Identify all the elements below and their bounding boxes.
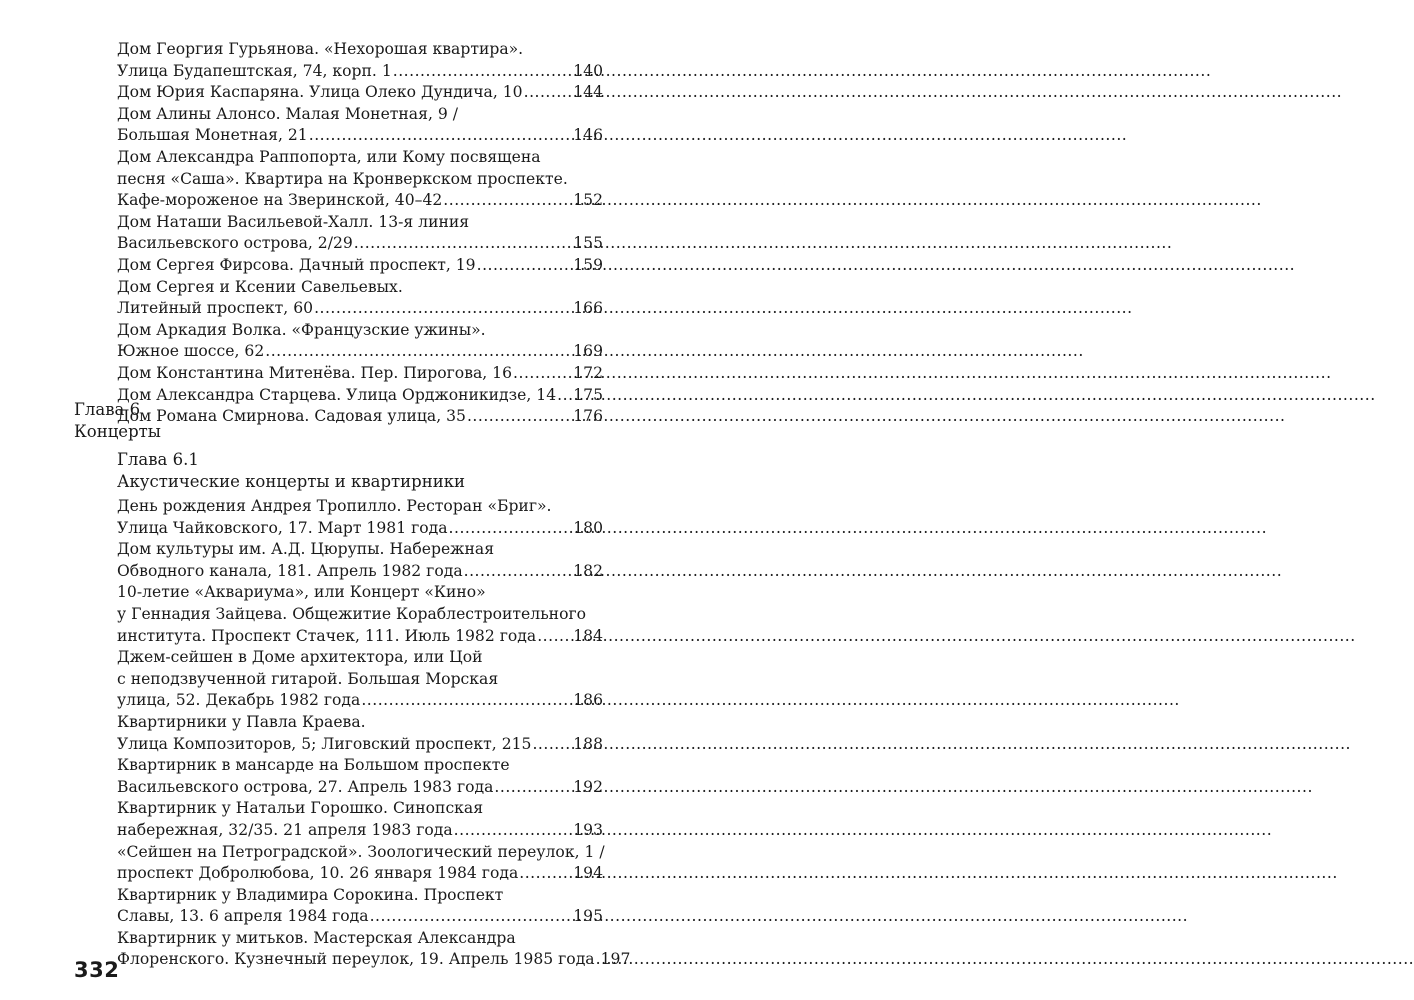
chapter-title: Концерты: [74, 422, 161, 441]
toc-line-text: 10-летие «Аквариума», или Концерт «Кино»: [117, 583, 486, 602]
toc-line-text: Литейный проспект, 60: [117, 299, 314, 318]
toc-line-text: Дом Сергея Фирсова. Дачный проспект, 19: [117, 255, 476, 274]
dot-leader: [532, 734, 572, 756]
toc-page-number: 186: [573, 691, 603, 710]
dot-leader: [361, 690, 572, 712]
toc-line-text: проспект Добролюбова, 10. 26 января 1984 года: [117, 864, 519, 883]
toc-line-text: Дом Алины Алонсо. Малая Монетная, 9 /: [117, 104, 458, 123]
toc-page-number: 195: [573, 907, 603, 926]
toc-line-text: Квартирник у митьков. Мастерская Александра: [117, 928, 516, 947]
toc-line-text: Дом Александра Раппопорта, или Кому посвящена: [117, 147, 541, 166]
toc-line-text: улица, 52. Декабрь 1982 года: [117, 691, 361, 710]
toc-page-number: 152: [573, 191, 603, 210]
chapter-label: Глава 6: [74, 400, 141, 419]
toc-line-text: Обводного канала, 181. Апрель 1982 года: [117, 561, 463, 580]
page-number: 332: [74, 958, 120, 982]
toc-line-text: Южное шоссе, 62: [117, 342, 265, 361]
toc-line-text: Большая Монетная, 21: [117, 126, 308, 145]
toc-line-text: Улица Будапештская, 74, корп. 1: [117, 61, 392, 80]
toc-page-number: 155: [573, 234, 603, 253]
toc-page-number: 176: [573, 407, 603, 426]
toc-line: [117, 820, 603, 842]
toc-line-text: Квартирник у Натальи Горошко. Синопская: [117, 799, 484, 818]
dot-leader: [265, 341, 572, 363]
dot-leader: [557, 385, 572, 407]
dot-leader: [393, 61, 572, 83]
toc-line-text: института. Проспект Стачек, 111. Июль 1982 года: [117, 626, 537, 645]
toc-line: [117, 518, 603, 540]
toc-line: [117, 842, 603, 864]
toc-line: [117, 906, 603, 928]
toc-line-text: Джем-сейшен в Доме архитектора, или Цой: [117, 648, 483, 667]
toc-line: [117, 147, 603, 169]
toc-line: [117, 61, 603, 83]
toc-line: [117, 82, 603, 104]
toc-line-text: Квартирники у Павла Краева.: [117, 712, 366, 731]
toc-line: [117, 885, 603, 907]
toc-line-text: Дом Георгия Гурьянова. «Нехорошая квартира».: [117, 40, 524, 58]
toc-page-number: 175: [573, 385, 603, 404]
section-heading: [117, 449, 465, 493]
toc-line-text: Кафе-мороженое на Зверинской, 40–42: [117, 191, 443, 210]
toc-line-text: Улица Композиторов, 5; Лиговский проспект, 215: [117, 734, 532, 753]
dot-leader: [449, 518, 573, 540]
toc-line: [117, 212, 603, 234]
toc-line: [117, 320, 603, 342]
dot-leader: [370, 906, 573, 928]
toc-entries-section: [117, 496, 631, 971]
toc-page-number: 180: [573, 518, 603, 537]
toc-line-text: Дом Юрия Каспаряна. Улица Олеко Дундича, 10: [117, 83, 523, 102]
toc-line-text: Дом Романа Смирнова. Садовая улица, 35: [117, 407, 466, 426]
toc-page-number: 140: [573, 61, 603, 80]
toc-line: [117, 669, 603, 691]
toc-line-text: Васильевского острова, 2/29: [117, 234, 353, 253]
toc-line-text: Дом культуры им. А.Д. Цюрупы. Набережная: [117, 540, 495, 559]
toc-line-text: Дом Александра Старцева. Улица Орджоникидзе, 14: [117, 385, 557, 404]
toc-line: [117, 863, 603, 885]
toc-line: [117, 798, 603, 820]
toc-page-number: 169: [573, 342, 603, 361]
toc-line-text: Дом Наташи Васильевой-Халл. 13-я линия: [117, 212, 470, 231]
dot-leader: [513, 363, 572, 385]
dot-leader: [519, 863, 572, 885]
section-title: Акустические концерты и квартирники: [117, 472, 466, 491]
toc-page-number: 166: [573, 299, 603, 318]
toc-page-number: 184: [573, 626, 603, 645]
toc-page-number: 193: [573, 820, 603, 839]
toc-line: [117, 363, 603, 385]
toc-page-number: 194: [573, 864, 603, 883]
toc-line: [117, 647, 603, 669]
toc-line: [117, 777, 603, 799]
toc-line: [117, 539, 603, 561]
toc-line-text: Дом Константина Митенёва. Пер. Пирогова, 16: [117, 363, 513, 382]
dot-leader: [354, 233, 572, 255]
dot-leader: [464, 561, 573, 583]
toc-line-text: Васильевского острова, 27. Апрель 1983 года: [117, 777, 494, 796]
toc-line: [117, 582, 603, 604]
toc-line: [117, 341, 603, 363]
toc-line: [117, 496, 603, 518]
dot-leader: [467, 406, 572, 428]
toc-line: [117, 712, 603, 734]
dot-leader: [596, 949, 600, 971]
toc-entries-top: [117, 39, 603, 428]
toc-line-text: Квартирник в мансарде на Большом проспекте: [117, 756, 510, 775]
toc-line: [117, 626, 603, 648]
toc-line: [117, 233, 603, 255]
toc-page-number: 188: [573, 734, 603, 753]
toc-line-text: Улица Чайковского, 17. Март 1981 года: [117, 518, 448, 537]
toc-page-number: 192: [573, 777, 603, 796]
toc-line: [117, 928, 603, 950]
section-label: Глава 6.1: [117, 450, 199, 469]
dot-leader: [494, 777, 572, 799]
toc-line: [117, 277, 603, 299]
toc-line-text: Флоренского. Кузнечный переулок, 19. Апрель 1985 года: [117, 950, 595, 969]
toc-page-number: 144: [573, 83, 603, 102]
toc-line-text: Дом Сергея и Ксении Савельевых.: [117, 277, 403, 296]
dot-leader: [524, 82, 573, 104]
toc-line-text: Квартирник у Владимира Сорокина. Проспект: [117, 885, 504, 904]
dot-leader: [537, 626, 572, 648]
toc-line: [117, 190, 603, 212]
book-page: [0, 0, 631, 1000]
toc-page-number: 197: [600, 950, 631, 969]
toc-line: [117, 406, 603, 428]
toc-line: [117, 734, 603, 756]
toc-line: [117, 561, 603, 583]
dot-leader: [443, 190, 572, 212]
toc-line: [117, 755, 603, 777]
toc-page-number: 182: [573, 561, 603, 580]
toc-line-text: с неподзвученной гитарой. Большая Морская: [117, 669, 499, 688]
toc-line: [117, 949, 631, 971]
toc-line-text: Славы, 13. 6 апреля 1984 года: [117, 907, 369, 926]
toc-line: [117, 298, 603, 320]
toc-line: [117, 104, 603, 126]
toc-line: [117, 255, 603, 277]
toc-page-number: 146: [573, 126, 603, 145]
toc-page-number: 159: [573, 255, 603, 274]
dot-leader: [309, 125, 573, 147]
toc-line: [117, 39, 603, 61]
toc-line-text: набережная, 32/35. 21 апреля 1983 года: [117, 820, 453, 839]
toc-line: [117, 690, 603, 712]
dot-leader: [314, 298, 572, 320]
toc-line-text: песня «Саша». Квартира на Кронверкском проспекте.: [117, 169, 568, 188]
toc-line: [117, 125, 603, 147]
toc-page-number: 172: [573, 363, 603, 382]
chapter-heading: [74, 399, 161, 443]
dot-leader: [454, 820, 573, 842]
toc-line: [117, 604, 603, 626]
toc-line-text: Дом Аркадия Волка. «Французские ужины».: [117, 320, 486, 339]
dot-leader: [477, 255, 573, 277]
toc-line-text: День рождения Андрея Тропилло. Ресторан «Бриг».: [117, 497, 552, 515]
toc-line: [117, 385, 603, 407]
toc-line-text: «Сейшен на Петроградской». Зоологический переулок, 1 /: [117, 842, 605, 861]
toc-line-text: у Геннадия Зайцева. Общежитие Кораблестроительного: [117, 604, 587, 623]
toc-line: [117, 169, 603, 191]
